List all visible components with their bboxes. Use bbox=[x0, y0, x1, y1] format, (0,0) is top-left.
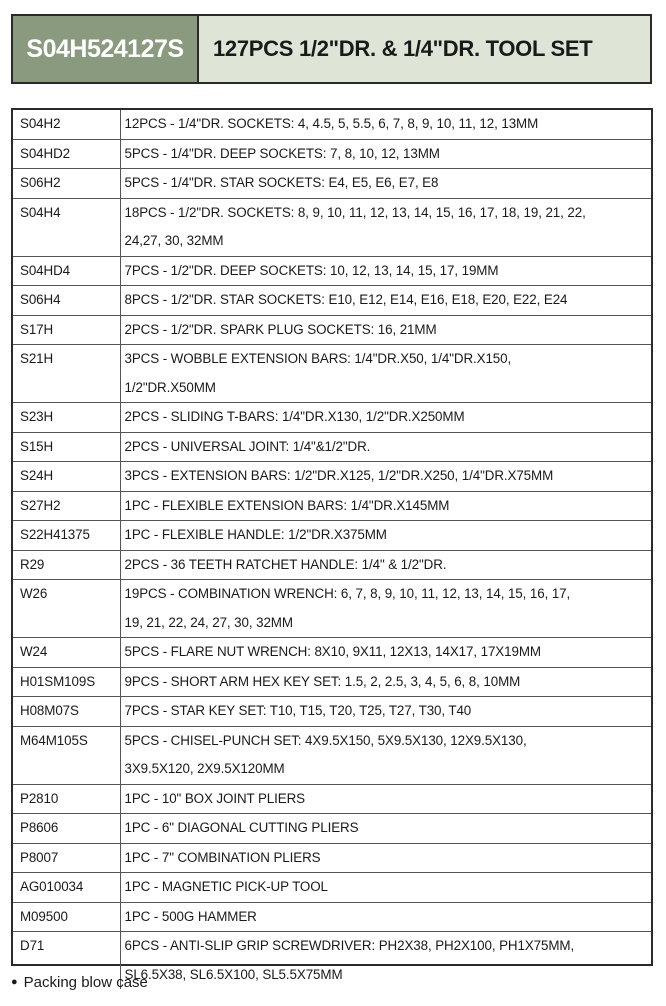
part-code: P8007 bbox=[13, 843, 120, 873]
description-line: 2PCS - UNIVERSAL JOINT: 1/4"&1/2"DR. bbox=[124, 438, 371, 454]
table-row bbox=[13, 462, 651, 492]
description-line: 6PCS - ANTI-SLIP GRIP SCREWDRIVER: PH2X38, PH2X100, PH1X75MM, bbox=[124, 938, 575, 953]
table-row bbox=[13, 403, 651, 433]
table-row bbox=[13, 256, 651, 286]
description-line: 9PCS - SHORT ARM HEX KEY SET: 1.5, 2, 2.5, 3, 4, 5, 6, 8, 10MM bbox=[124, 673, 521, 689]
description-line: 1PC - FLEXIBLE EXTENSION BARS: 1/4"DR.X145MM bbox=[124, 497, 450, 513]
part-description bbox=[120, 580, 651, 638]
table-row bbox=[13, 873, 651, 903]
part-code: S04H2 bbox=[13, 110, 120, 139]
part-description bbox=[120, 286, 651, 316]
part-description bbox=[120, 256, 651, 286]
table-row bbox=[13, 139, 651, 169]
description-line: 7PCS - STAR KEY SET: T10, T15, T20, T25, T27, T30, T40 bbox=[124, 703, 472, 718]
description-line: 5PCS - 1/4"DR. DEEP SOCKETS: 7, 8, 10, 12, 13MM bbox=[124, 145, 440, 161]
part-description bbox=[120, 432, 651, 462]
part-code: P2810 bbox=[13, 784, 120, 814]
contents-table-container bbox=[11, 108, 653, 982]
description-line: 5PCS - FLARE NUT WRENCH: 8X10, 9X11, 12X13, 14X17, 17X19MM bbox=[124, 644, 541, 659]
part-code: W26 bbox=[13, 580, 120, 638]
table-row bbox=[13, 550, 651, 580]
product-code: S04H524127S bbox=[13, 16, 199, 82]
table-row bbox=[13, 814, 651, 844]
part-description bbox=[120, 902, 651, 932]
part-description bbox=[120, 697, 651, 727]
part-code: S04HD4 bbox=[13, 256, 120, 286]
part-code: H08M07S bbox=[13, 697, 120, 727]
part-code: S06H4 bbox=[13, 286, 120, 316]
part-code: D71 bbox=[13, 932, 120, 990]
description-line: 1PC - 6" DIAGONAL CUTTING PLIERS bbox=[124, 820, 359, 835]
part-description bbox=[120, 843, 651, 873]
part-description bbox=[120, 198, 651, 256]
part-description bbox=[120, 932, 651, 990]
part-description bbox=[120, 169, 651, 199]
table-row bbox=[13, 638, 651, 668]
part-code: S17H bbox=[13, 315, 120, 345]
part-code: S24H bbox=[13, 462, 120, 492]
description-line: 5PCS - CHISEL-PUNCH SET: 4X9.5X150, 5X9.5X130, 12X9.5X130, bbox=[124, 732, 527, 748]
part-code: S04H4 bbox=[13, 198, 120, 256]
description-line: 1PC - 10" BOX JOINT PLIERS bbox=[124, 790, 306, 806]
table-row bbox=[13, 784, 651, 814]
description-line: 3X9.5X120, 2X9.5X120MM bbox=[124, 761, 285, 776]
description-line: 1PC - MAGNETIC PICK-UP TOOL bbox=[124, 879, 328, 894]
part-description bbox=[120, 110, 651, 139]
part-description bbox=[120, 814, 651, 844]
part-description bbox=[120, 550, 651, 580]
contents-table bbox=[13, 110, 651, 989]
table-row bbox=[13, 521, 651, 551]
description-line: 24,27, 30, 32MM bbox=[124, 233, 224, 248]
part-description bbox=[120, 403, 651, 433]
part-code: H01SM109S bbox=[13, 667, 120, 697]
part-code: S15H bbox=[13, 432, 120, 462]
description-line: SL6.5X38, SL6.5X100, SL5.5X75MM bbox=[124, 966, 343, 982]
part-code: S04HD2 bbox=[13, 139, 120, 169]
table-row bbox=[13, 580, 651, 638]
description-line: 19PCS - COMBINATION WRENCH: 6, 7, 8, 9, 10, 11, 12, 13, 14, 15, 16, 17, bbox=[124, 586, 571, 601]
description-line: 8PCS - 1/2"DR. STAR SOCKETS: E10, E12, E14, E16, E18, E20, E22, E24 bbox=[124, 292, 568, 307]
part-code: P8606 bbox=[13, 814, 120, 844]
description-line: 3PCS - WOBBLE EXTENSION BARS: 1/4"DR.X50, 1/4"DR.X150, bbox=[124, 351, 512, 366]
description-line: 2PCS - 36 TEETH RATCHET HANDLE: 1/4" & 1/2"DR. bbox=[124, 556, 447, 572]
table-row bbox=[13, 902, 651, 932]
table-row bbox=[13, 110, 651, 139]
part-code: S06H2 bbox=[13, 169, 120, 199]
part-code: R29 bbox=[13, 550, 120, 580]
part-code: AG010034 bbox=[13, 873, 120, 903]
table-row bbox=[13, 697, 651, 727]
part-description bbox=[120, 462, 651, 492]
product-header bbox=[11, 14, 652, 84]
packing-note-text: Packing blow case bbox=[23, 974, 148, 991]
product-title: 127PCS 1/2"DR. & 1/4"DR. TOOL SET bbox=[213, 36, 593, 61]
description-line: 18PCS - 1/2"DR. SOCKETS: 8, 9, 10, 11, 12, 13, 14, 15, 16, 17, 18, 19, 21, 22, bbox=[124, 204, 586, 220]
description-line: 7PCS - 1/2"DR. DEEP SOCKETS: 10, 12, 13, 14, 15, 17, 19MM bbox=[124, 262, 499, 278]
table-row bbox=[13, 169, 651, 199]
bullet-icon: ● bbox=[11, 976, 18, 988]
part-code: S21H bbox=[13, 345, 120, 403]
description-line: 1/2"DR.X50MM bbox=[124, 379, 216, 395]
table-row bbox=[13, 843, 651, 873]
part-description bbox=[120, 667, 651, 697]
table-row bbox=[13, 491, 651, 521]
table-row bbox=[13, 315, 651, 345]
table-row bbox=[13, 667, 651, 697]
part-description bbox=[120, 638, 651, 668]
description-line: 2PCS - 1/2"DR. SPARK PLUG SOCKETS: 16, 21MM bbox=[124, 321, 437, 337]
description-line: 1PC - 7" COMBINATION PLIERS bbox=[124, 849, 321, 865]
table-row bbox=[13, 432, 651, 462]
description-line: 12PCS - 1/4"DR. SOCKETS: 4, 4.5, 5, 5.5, 6, 7, 8, 9, 10, 11, 12, 13MM bbox=[124, 116, 539, 131]
description-line: 1PC - FLEXIBLE HANDLE: 1/2"DR.X375MM bbox=[124, 527, 387, 542]
part-code: M64M105S bbox=[13, 726, 120, 784]
description-line: 5PCS - 1/4"DR. STAR SOCKETS: E4, E5, E6, E7, E8 bbox=[124, 175, 439, 190]
table-row bbox=[13, 726, 651, 784]
table-row bbox=[13, 286, 651, 316]
description-line: 19, 21, 22, 24, 27, 30, 32MM bbox=[124, 614, 293, 630]
description-line: 1PC - 500G HAMMER bbox=[124, 908, 257, 924]
packing-note bbox=[11, 974, 148, 991]
part-description bbox=[120, 521, 651, 551]
part-code: M09500 bbox=[13, 902, 120, 932]
part-description bbox=[120, 139, 651, 169]
part-description bbox=[120, 315, 651, 345]
part-description bbox=[120, 491, 651, 521]
part-description bbox=[120, 873, 651, 903]
table-row bbox=[13, 345, 651, 403]
part-description bbox=[120, 784, 651, 814]
description-line: 3PCS - EXTENSION BARS: 1/2"DR.X125, 1/2"DR.X250, 1/4"DR.X75MM bbox=[124, 468, 554, 483]
part-code: S27H2 bbox=[13, 491, 120, 521]
part-code: W24 bbox=[13, 638, 120, 668]
part-description bbox=[120, 345, 651, 403]
part-code: S22H41375 bbox=[13, 521, 120, 551]
part-description bbox=[120, 726, 651, 784]
description-line: 2PCS - SLIDING T-BARS: 1/4"DR.X130, 1/2"DR.X250MM bbox=[124, 409, 465, 424]
table-row bbox=[13, 198, 651, 256]
part-code: S23H bbox=[13, 403, 120, 433]
